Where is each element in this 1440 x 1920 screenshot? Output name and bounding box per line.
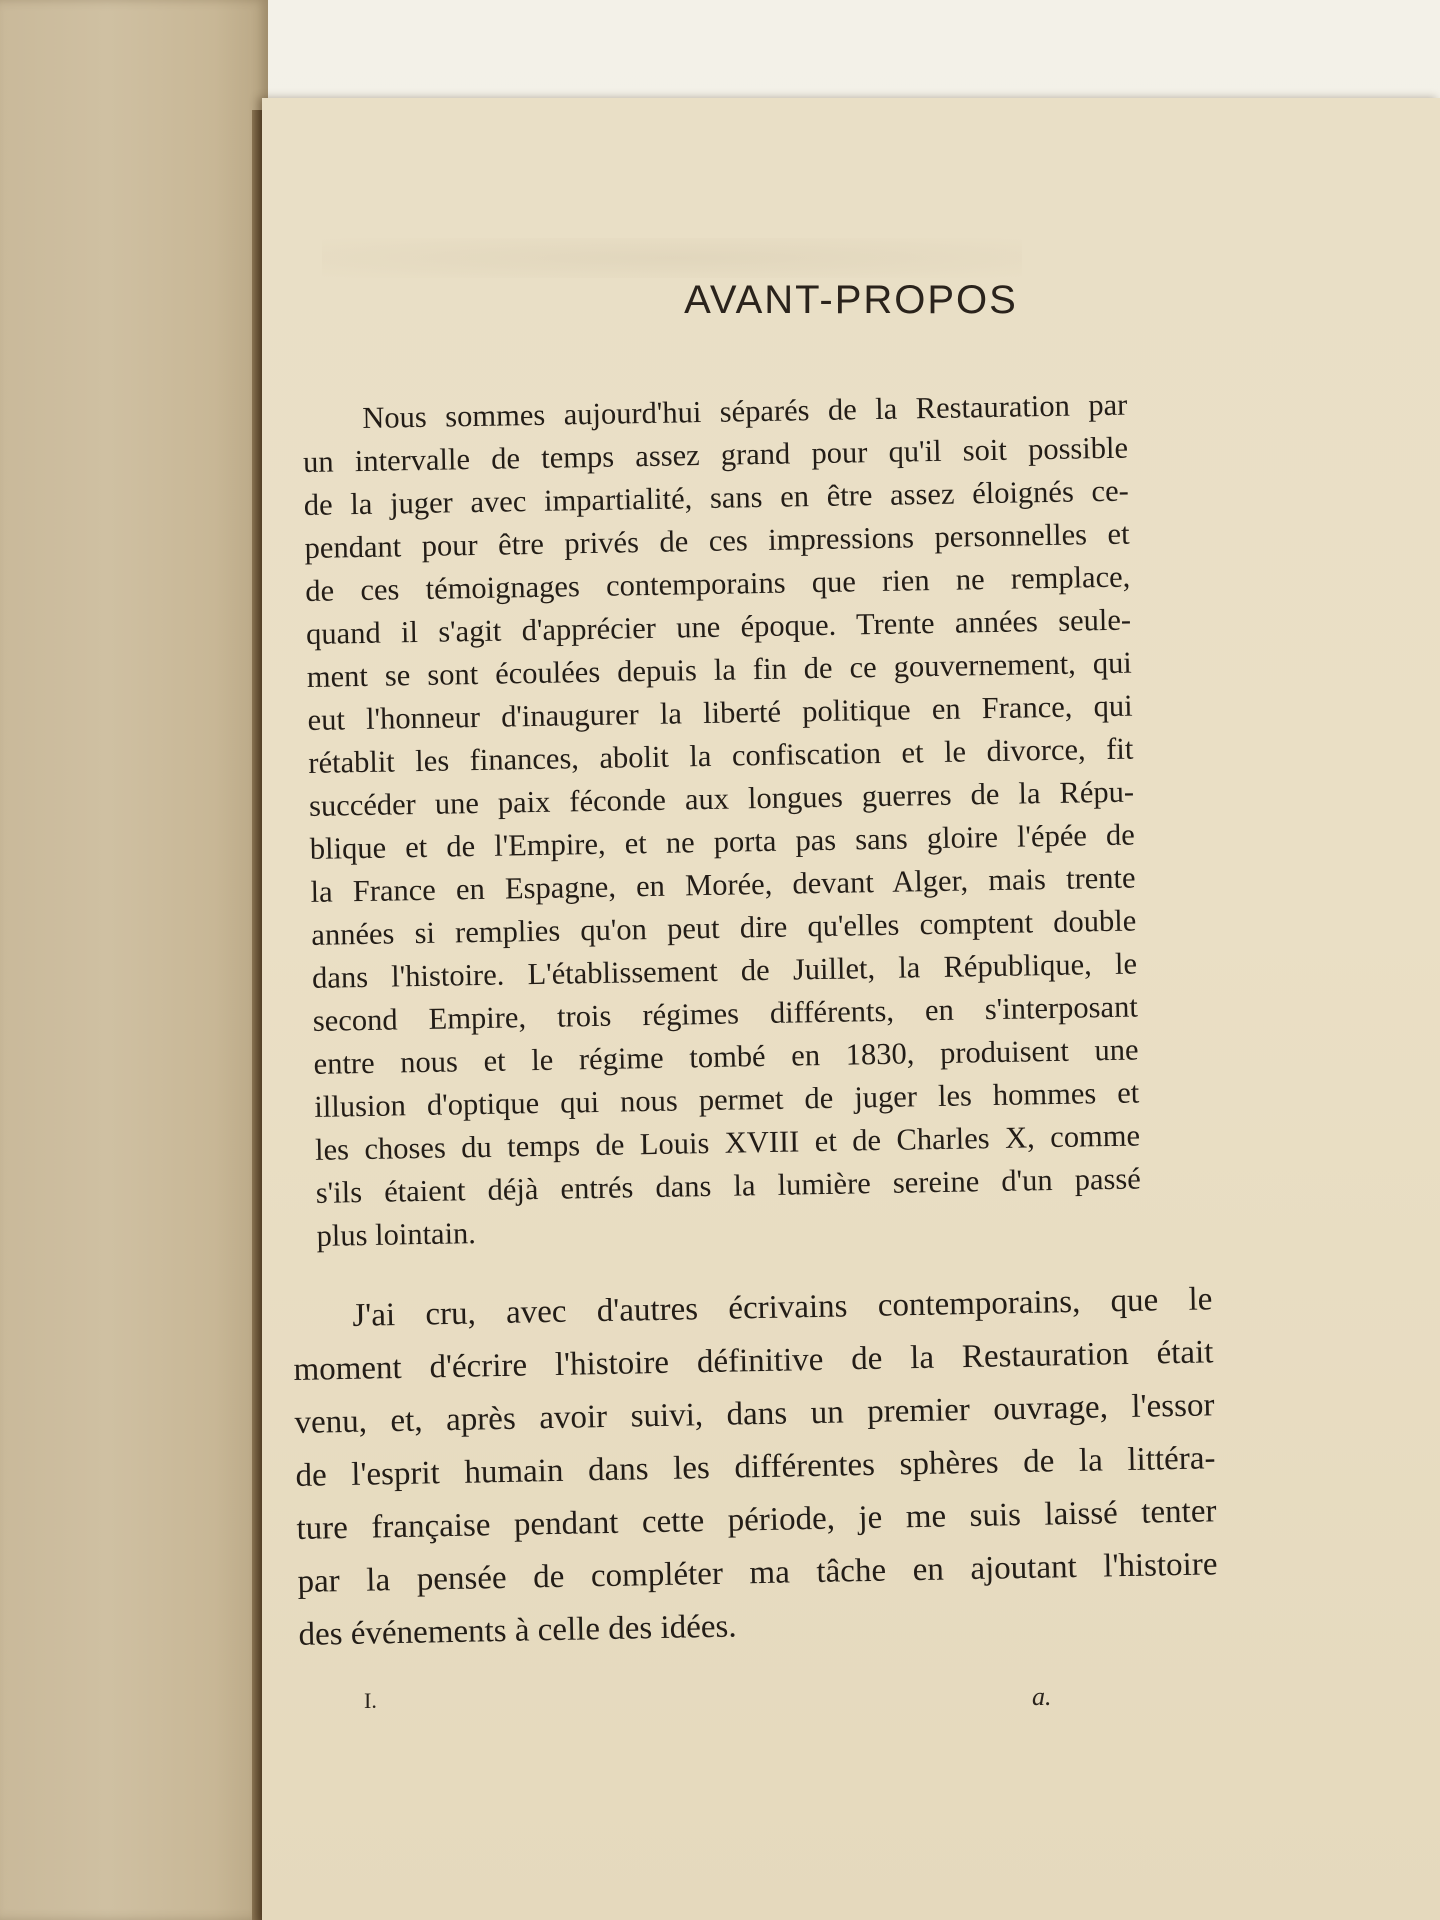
text-line: illusion d'optique qui nous permet de juger les hommes et — [314, 1075, 1140, 1124]
text-line: venu, et, après avoir suivi, dans un premier ouvrage, l'essor — [294, 1387, 1215, 1441]
text-line: entre nous et le régime tombé en 1830, produisent une — [313, 1032, 1139, 1081]
text-line: pendant pour être privés de ces impressions personnelles et — [304, 516, 1130, 565]
text-line: les choses du temps de Louis XVIII et de Charles X, comme — [314, 1118, 1141, 1167]
text-line: second Empire, trois régimes différents, en s'interposant — [312, 989, 1139, 1038]
text-line: s'ils étaient déjà entrés dans la lumière sereine d'un passé — [315, 1161, 1142, 1210]
text-line: des événements à celle des idées. — [298, 1608, 737, 1653]
text-line: Nous sommes aujourd'hui séparés de la Restauration par — [362, 387, 1128, 435]
paragraph-2 — [292, 1273, 1219, 1662]
paragraph-1 — [302, 384, 1142, 1258]
text-line: quand il s'agit d'apprécier une époque. Trente années seule- — [305, 602, 1132, 651]
text-line: ture française pendant cette période, je me suis laissé tenter — [296, 1493, 1217, 1547]
left-page — [0, 0, 268, 1920]
text-line: années si remplies qu'on peut dire qu'elles comptent double — [311, 903, 1137, 952]
page-title: AVANT-PROPOS — [684, 278, 1018, 322]
page-content — [262, 98, 1440, 1920]
text-line: la France en Espagne, en Morée, devant Alger, mais trente — [310, 860, 1136, 909]
book-page — [262, 98, 1440, 1920]
text-line: rétablit les finances, abolit la confiscation et le divorce, fit — [308, 731, 1134, 780]
signature-mark-left: I. — [364, 1688, 377, 1713]
text-line: dans l'histoire. L'établissement de Juillet, la République, le — [311, 946, 1138, 995]
text-line: eut l'honneur d'inaugurer la liberté politique en France, qui — [307, 688, 1133, 737]
text-line: de l'esprit humain dans les différentes sphères de la littéra- — [295, 1440, 1216, 1494]
text-line: blique et de l'Empire, et ne porta pas sans gloire l'épée de — [309, 817, 1136, 866]
text-line: J'ai cru, avec d'autres écrivains contemporains, que le — [352, 1281, 1213, 1334]
show-through-text — [322, 238, 1022, 278]
text-line: de ces témoignages contemporains que rien ne remplace, — [305, 559, 1131, 608]
text-line: moment d'écrire l'histoire définitive de la Restauration était — [293, 1334, 1214, 1388]
signature-mark-right: a. — [1032, 1682, 1052, 1711]
text-line: ment se sont écoulées depuis la fin de ce gouvernement, qui — [306, 645, 1133, 694]
text-line: succéder une paix féconde aux longues guerres de la Répu- — [308, 774, 1135, 823]
text-line: plus lointain. — [316, 1216, 477, 1253]
text-line: par la pensée de compléter ma tâche en ajoutant l'histoire — [297, 1546, 1218, 1600]
text-line: un intervalle de temps assez grand pour qu'il soit possible — [302, 430, 1129, 479]
text-line: de la juger avec impartialité, sans en être assez éloignés ce- — [303, 473, 1130, 522]
